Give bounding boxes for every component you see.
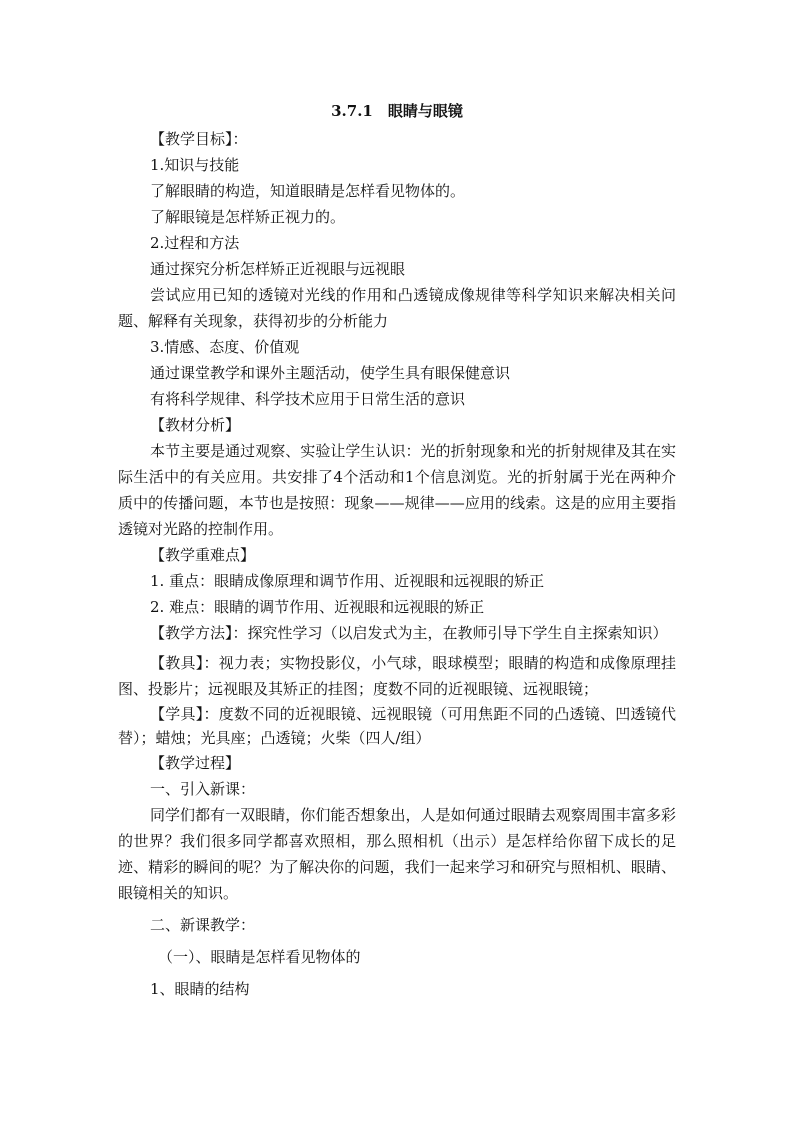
introduction-text: 同学们都有一双眼睛，你们能否想象出，人是如何通过眼睛去观察周围丰富多彩的世界？我们很多同学都喜欢照相，那么照相机（出示）是怎样给你留下成长的足迹、精彩的瞬间的呢？为了解决你的问题，我们一起来学习和研究与照相机、眼睛、眼镜相关的知识。: [118, 806, 676, 902]
material-analysis-text: 本节主要是通过观察、实验让学生认识：光的折射现象和光的折射规律及其在实际生活中的有关应用。共安排了4个活动和1个信息浏览。光的折射属于光在两种介质中的传播问题，本节也是按照：现象——规律——应用的线索。这是的应用主要指透镜对光路的控制作用。: [118, 442, 676, 538]
document-title: 3.7.1 眼睛与眼镜: [331, 102, 463, 120]
goal-knowledge-skills: 1.知识与技能: [150, 156, 240, 174]
goal-process-line-1: 通过探究分析怎样矫正近视眼与远视眼: [150, 260, 406, 278]
teaching-goals-heading: 【教学目标】：: [150, 130, 248, 148]
goal-knowledge-line-2: 了解眼镜是怎样矫正视力的。: [150, 208, 346, 226]
goal-emotion-line-1: 通过课堂教学和课外主题活动，使学生具有眼保健意识: [150, 364, 511, 382]
material-analysis-heading: 【教材分析】: [150, 416, 241, 434]
section-new-lesson: 二、新课教学：: [150, 916, 256, 934]
goal-emotion-values: 3.情感、态度、价值观: [150, 338, 300, 356]
eye-structure-heading: 1、眼睛的结构: [150, 980, 250, 998]
subsection-how-eyes-see: （一）、眼睛是怎样看见物体的: [158, 948, 361, 966]
key-point-difficulty: 2. 难点：眼睛的调节作用、近视眼和远视眼的矫正: [150, 598, 485, 616]
goal-process-line-2: 尝试应用已知的透镜对光线的作用和凸透镜成像规律等科学知识来解决相关问题、解释有关现象，获得初步的分析能力: [118, 286, 676, 330]
student-aids: 【学具】：度数不同的近视眼镜、远视眼镜（可用焦距不同的凸透镜、凹透镜代替）；蜡烛；光具座；凸透镜；火柴（四人/组）: [118, 705, 676, 747]
section-introduction: 一、引入新课：: [150, 780, 256, 798]
goal-emotion-line-2: 有将科学规律、科学技术应用于日常生活的意识: [150, 390, 466, 408]
goal-knowledge-line-1: 了解眼睛的构造，知道眼睛是怎样看见物体的。: [150, 182, 466, 200]
key-point-focus: 1. 重点：眼睛成像原理和调节作用、近视眼和远视眼的矫正: [150, 572, 545, 590]
key-points-heading: 【教学重难点】: [150, 546, 256, 564]
goal-process-methods: 2.过程和方法: [150, 234, 240, 252]
teaching-aids: 【教具】：视力表；实物投影仪，小气球，眼球模型；眼睛的构造和成像原理挂图、投影片；远视眼及其矫正的挂图；度数不同的近视眼镜、远视眼镜；: [118, 654, 676, 698]
teaching-method: 【教学方法】：探究性学习（以启发式为主，在教师引导下学生自主探索知识）: [150, 624, 668, 642]
teaching-process-heading: 【教学过程】: [150, 754, 241, 772]
document-page: [118, 96, 676, 1002]
